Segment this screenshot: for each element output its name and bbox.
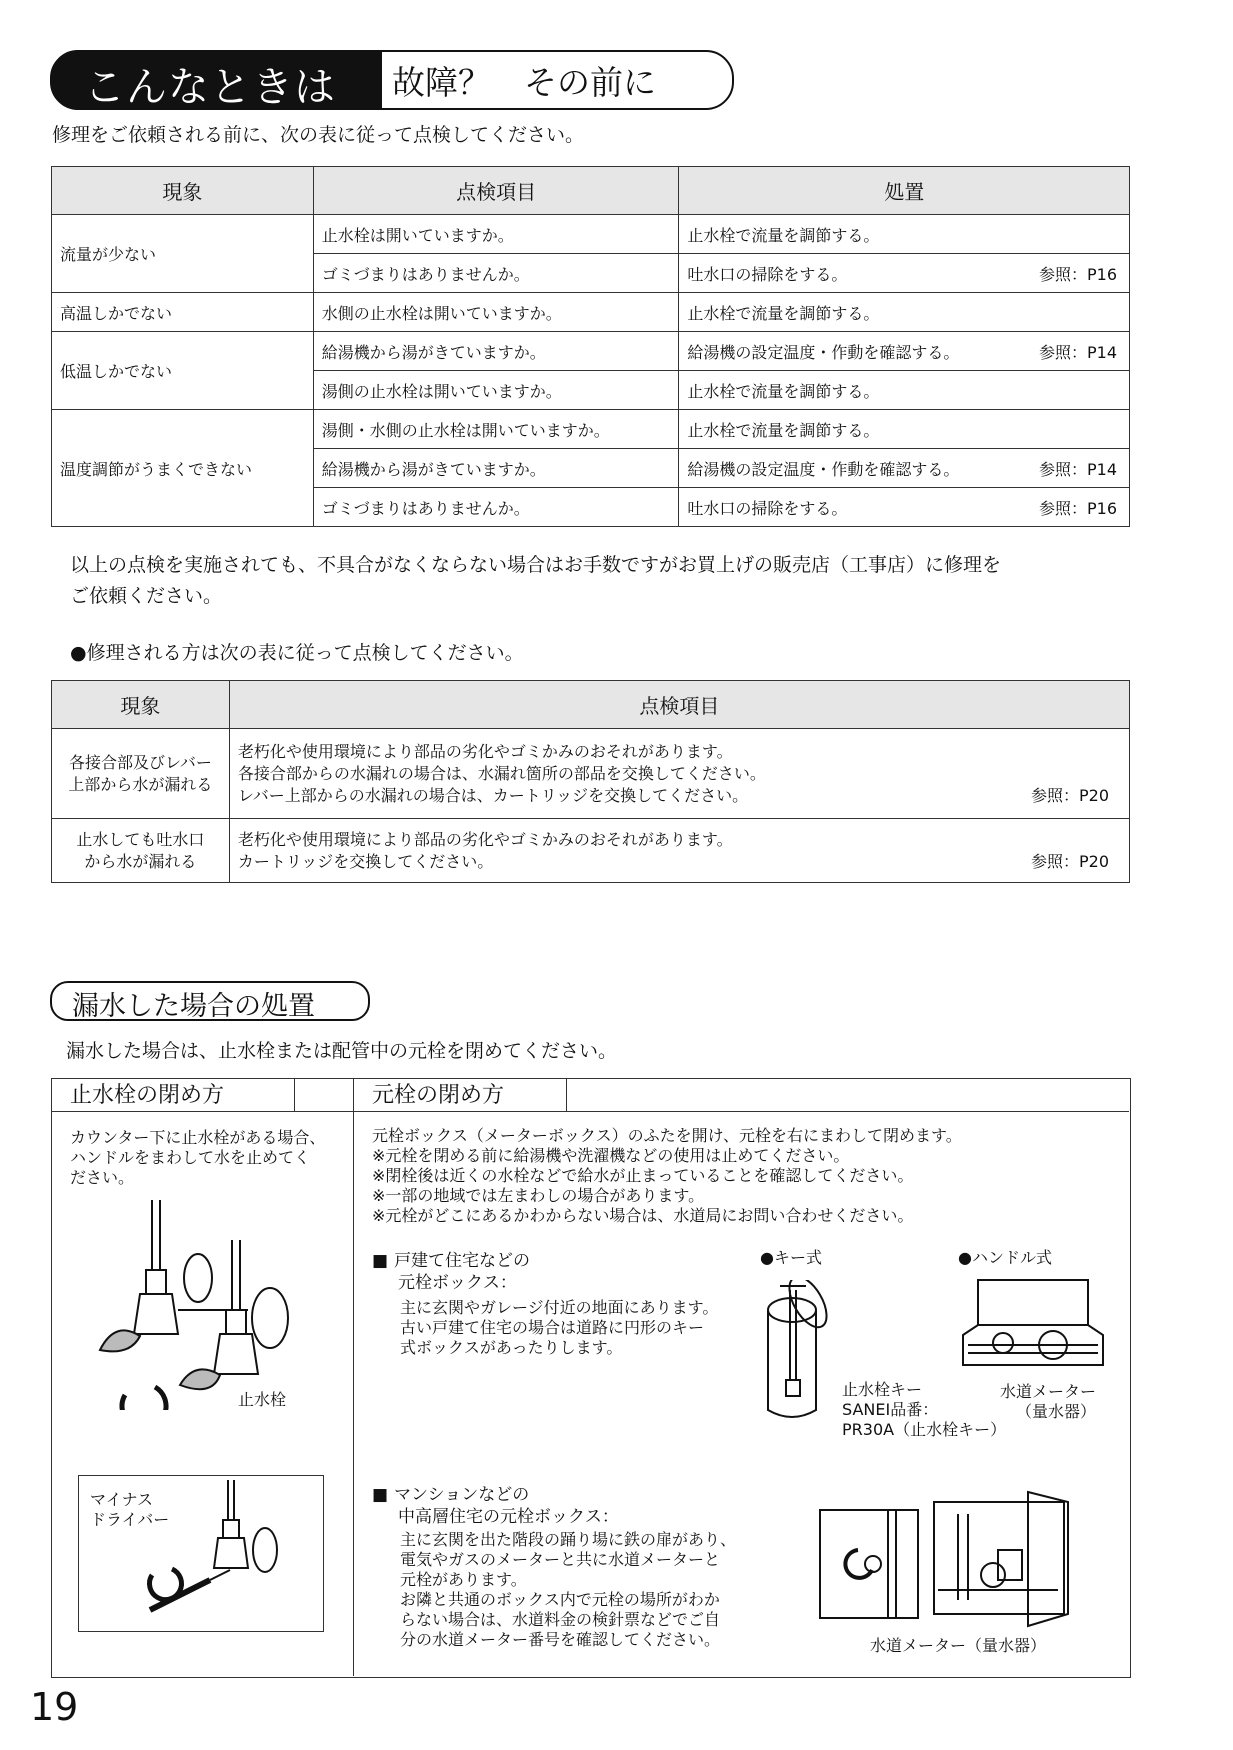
- key-label-line: SANEI品番：: [842, 1400, 939, 1419]
- action-text: 給湯機の設定温度・作動を確認する。: [687, 459, 960, 479]
- symptom-line: から水が漏れる: [84, 851, 197, 871]
- col-header-symptom: 現象: [52, 167, 314, 215]
- leak-intro: 漏水した場合は、止水栓または配管中の元栓を閉めてください。: [66, 1040, 618, 1062]
- mansion-text-line: 分の水道メーター番号を確認してください。: [400, 1630, 721, 1649]
- left-text-line: カウンター下に止水栓がある場合、: [70, 1128, 326, 1147]
- left-tab: 止水栓の閉め方: [51, 1078, 295, 1112]
- mansion-text-line: 主に玄関を出た階段の踊り場に鉄の扉があり、: [400, 1530, 737, 1549]
- note-text: [70, 550, 1001, 612]
- right-tab-rule: [353, 1111, 1129, 1112]
- left-text-line: ハンドルをまわして水を止めてく: [70, 1148, 311, 1167]
- right-text-line: ※元栓を閉める前に給湯機や洗濯機などの使用は止めてください。: [372, 1146, 850, 1165]
- action-cell: [679, 215, 1130, 254]
- page-number: 19: [30, 1685, 79, 1729]
- mansion-text-line: お隣と共通のボックス内で元栓の場所がわか: [400, 1590, 720, 1609]
- left-text: [70, 1128, 325, 1188]
- symptom-line: 止水しても吐水口: [76, 829, 205, 849]
- check-cell: ゴミづまりはありませんか。: [313, 254, 679, 293]
- mansion-text-line: らない場合は、水道料金の検針票などでご自: [400, 1610, 721, 1629]
- valve-label: 止水栓: [238, 1390, 287, 1409]
- action-cell: [679, 488, 1130, 527]
- table-row: [52, 729, 1130, 819]
- check-line: 老朽化や使用環境により部品の劣化やゴミかみのおそれがあります。: [237, 741, 733, 761]
- intro-text-1: 修理をご依頼される前に、次の表に従って点検してください。: [52, 124, 585, 146]
- symptom-cell: 高温しかでない: [52, 293, 314, 332]
- action-cell: [679, 332, 1130, 371]
- troubleshoot-table: [51, 166, 1130, 527]
- check-cell: [229, 729, 1129, 819]
- house-heading-line: 元栓ボックス：: [398, 1273, 517, 1293]
- col-header-check: 点検項目: [229, 681, 1129, 729]
- table-row: [52, 332, 1130, 371]
- page-reference: 参照：P20: [1030, 851, 1109, 871]
- meter-label-line: 水道メーター: [1000, 1382, 1097, 1401]
- page-reference: 参照：P20: [1030, 785, 1109, 805]
- action-text: 止水栓で流量を調節する。: [687, 420, 880, 440]
- meter-label: [1000, 1382, 1096, 1422]
- mansion-heading: [372, 1484, 619, 1528]
- check-line: 老朽化や使用環境により部品の劣化やゴミかみのおそれがあります。: [237, 829, 733, 849]
- table-row: [52, 293, 1130, 332]
- house-text: [400, 1298, 718, 1358]
- header-dark-title: こんなときは: [84, 63, 336, 111]
- key-label-line: 止水栓キー: [842, 1380, 923, 1399]
- check-cell: 給湯機から湯がきていますか。: [313, 449, 679, 488]
- symptom-cell: 流量が少ない: [52, 215, 314, 293]
- page-reference: 参照：P14: [1038, 342, 1117, 362]
- action-cell: [679, 254, 1130, 293]
- page-reference: 参照：P14: [1038, 459, 1117, 479]
- house-text-line: 主に玄関やガレージ付近の地面にあります。: [400, 1298, 719, 1317]
- symptom-line: 各接合部及びレバー: [68, 752, 212, 772]
- house-heading-line: ■ 戸建て住宅などの: [372, 1250, 530, 1272]
- table-row: [52, 215, 1130, 254]
- symptom-cell: [52, 729, 230, 819]
- symptom-line: 上部から水が漏れる: [68, 774, 213, 794]
- table-row: [52, 819, 1130, 883]
- mansion-heading-line: 中高層住宅の元栓ボックス：: [398, 1507, 619, 1527]
- leak-section-title: 漏水した場合の処置: [72, 991, 315, 1022]
- check-cell: 給湯機から湯がきていますか。: [313, 332, 679, 371]
- left-tab-rule: [51, 1111, 353, 1112]
- meter-label-line: （量水器）: [1016, 1402, 1097, 1421]
- action-cell: [679, 449, 1130, 488]
- stop-valve-illustration: [80, 1200, 330, 1410]
- mansion-box-illustration: [818, 1490, 1080, 1630]
- right-text-line: ※一部の地域では左まわしの場合があります。: [372, 1186, 705, 1205]
- action-cell: [679, 410, 1130, 449]
- check-cell: 湯側の止水栓は開いていますか。: [313, 371, 679, 410]
- intro-text-2: ●修理される方は次の表に従って点検してください。: [70, 642, 524, 664]
- check-cell: 水側の止水栓は開いていますか。: [313, 293, 679, 332]
- right-text-line: ※元栓がどこにあるかわからない場合は、水道局にお問い合わせください。: [372, 1206, 914, 1225]
- check-cell: 湯側・水側の止水栓は開いていますか。: [313, 410, 679, 449]
- check-cell: [229, 819, 1129, 883]
- note-line: ご依頼ください。: [70, 585, 223, 607]
- key-type-label: ●キー式: [760, 1248, 822, 1267]
- action-cell: [679, 293, 1130, 332]
- action-text: 止水栓で流量を調節する。: [687, 225, 880, 245]
- page-reference: 参照：P16: [1038, 264, 1117, 284]
- mansion-text: [400, 1530, 736, 1650]
- check-cell: 止水栓は開いていますか。: [313, 215, 679, 254]
- action-text: 給湯機の設定温度・作動を確認する。: [687, 342, 960, 362]
- check-cell: ゴミづまりはありませんか。: [313, 488, 679, 527]
- mansion-text-line: 電気やガスのメーターと共に水道メーターと: [400, 1550, 721, 1569]
- repair-table: [51, 680, 1130, 883]
- screwdriver-illustration: [130, 1480, 320, 1625]
- action-cell: [679, 371, 1130, 410]
- action-text: 吐水口の掃除をする。: [687, 498, 848, 518]
- symptom-cell: 低温しかでない: [52, 332, 314, 410]
- action-text: 止水栓で流量を調節する。: [687, 303, 880, 323]
- house-text-line: 式ボックスがあったりします。: [400, 1338, 623, 1357]
- key-label: [842, 1380, 1006, 1440]
- driver-label-line: マイナス: [90, 1490, 154, 1509]
- check-line: 各接合部からの水漏れの場合は、水漏れ箇所の部品を交換してください。: [237, 763, 766, 783]
- right-tab: 元栓の閉め方: [353, 1078, 567, 1112]
- right-text: [372, 1126, 962, 1226]
- column-divider: [353, 1078, 354, 1676]
- leak-section-title-frame: [50, 981, 370, 1021]
- check-line: カートリッジを交換してください。: [237, 851, 494, 871]
- col-header-symptom: 現象: [52, 681, 230, 729]
- action-text: 止水栓で流量を調節する。: [687, 381, 880, 401]
- house-heading: [372, 1250, 530, 1294]
- col-header-check: 点検項目: [313, 167, 679, 215]
- handle-box-illustration: [958, 1275, 1108, 1375]
- col-header-action: 処置: [679, 167, 1130, 215]
- table-row: [52, 410, 1130, 449]
- driver-label-line: ドライバー: [90, 1510, 170, 1529]
- symptom-cell: [52, 819, 230, 883]
- check-line: レバー上部からの水漏れの場合は、カートリッジを交換してください。: [237, 785, 749, 805]
- page-reference: 参照：P16: [1038, 498, 1117, 518]
- right-text-line: ※閉栓後は近くの水栓などで給水が止まっていることを確認してください。: [372, 1166, 914, 1185]
- house-text-line: 古い戸建て住宅の場合は道路に円形のキー: [400, 1318, 705, 1337]
- handle-type-label: ●ハンドル式: [958, 1248, 1052, 1267]
- symptom-cell: 温度調節がうまくできない: [52, 410, 314, 527]
- key-label-line: PR30A（止水栓キー）: [842, 1420, 1007, 1439]
- right-text-line: 元栓ボックス（メーターボックス）のふたを開け、元栓を右にまわして閉めます。: [372, 1126, 962, 1145]
- action-text: 吐水口の掃除をする。: [687, 264, 848, 284]
- left-text-line: ださい。: [70, 1168, 135, 1187]
- mansion-text-line: 元栓があります。: [400, 1570, 527, 1589]
- header-title: 故障？ その前に: [392, 63, 656, 102]
- mansion-heading-line: ■ マンションなどの: [372, 1484, 619, 1506]
- meter-label-2: 水道メーター（量水器）: [870, 1636, 1047, 1655]
- header-dark-label: [50, 50, 382, 110]
- note-line: 以上の点検を実施されても、不具合がなくならない場合はお手数ですがお買上げの販売店（工事店）に修理を: [70, 554, 1002, 576]
